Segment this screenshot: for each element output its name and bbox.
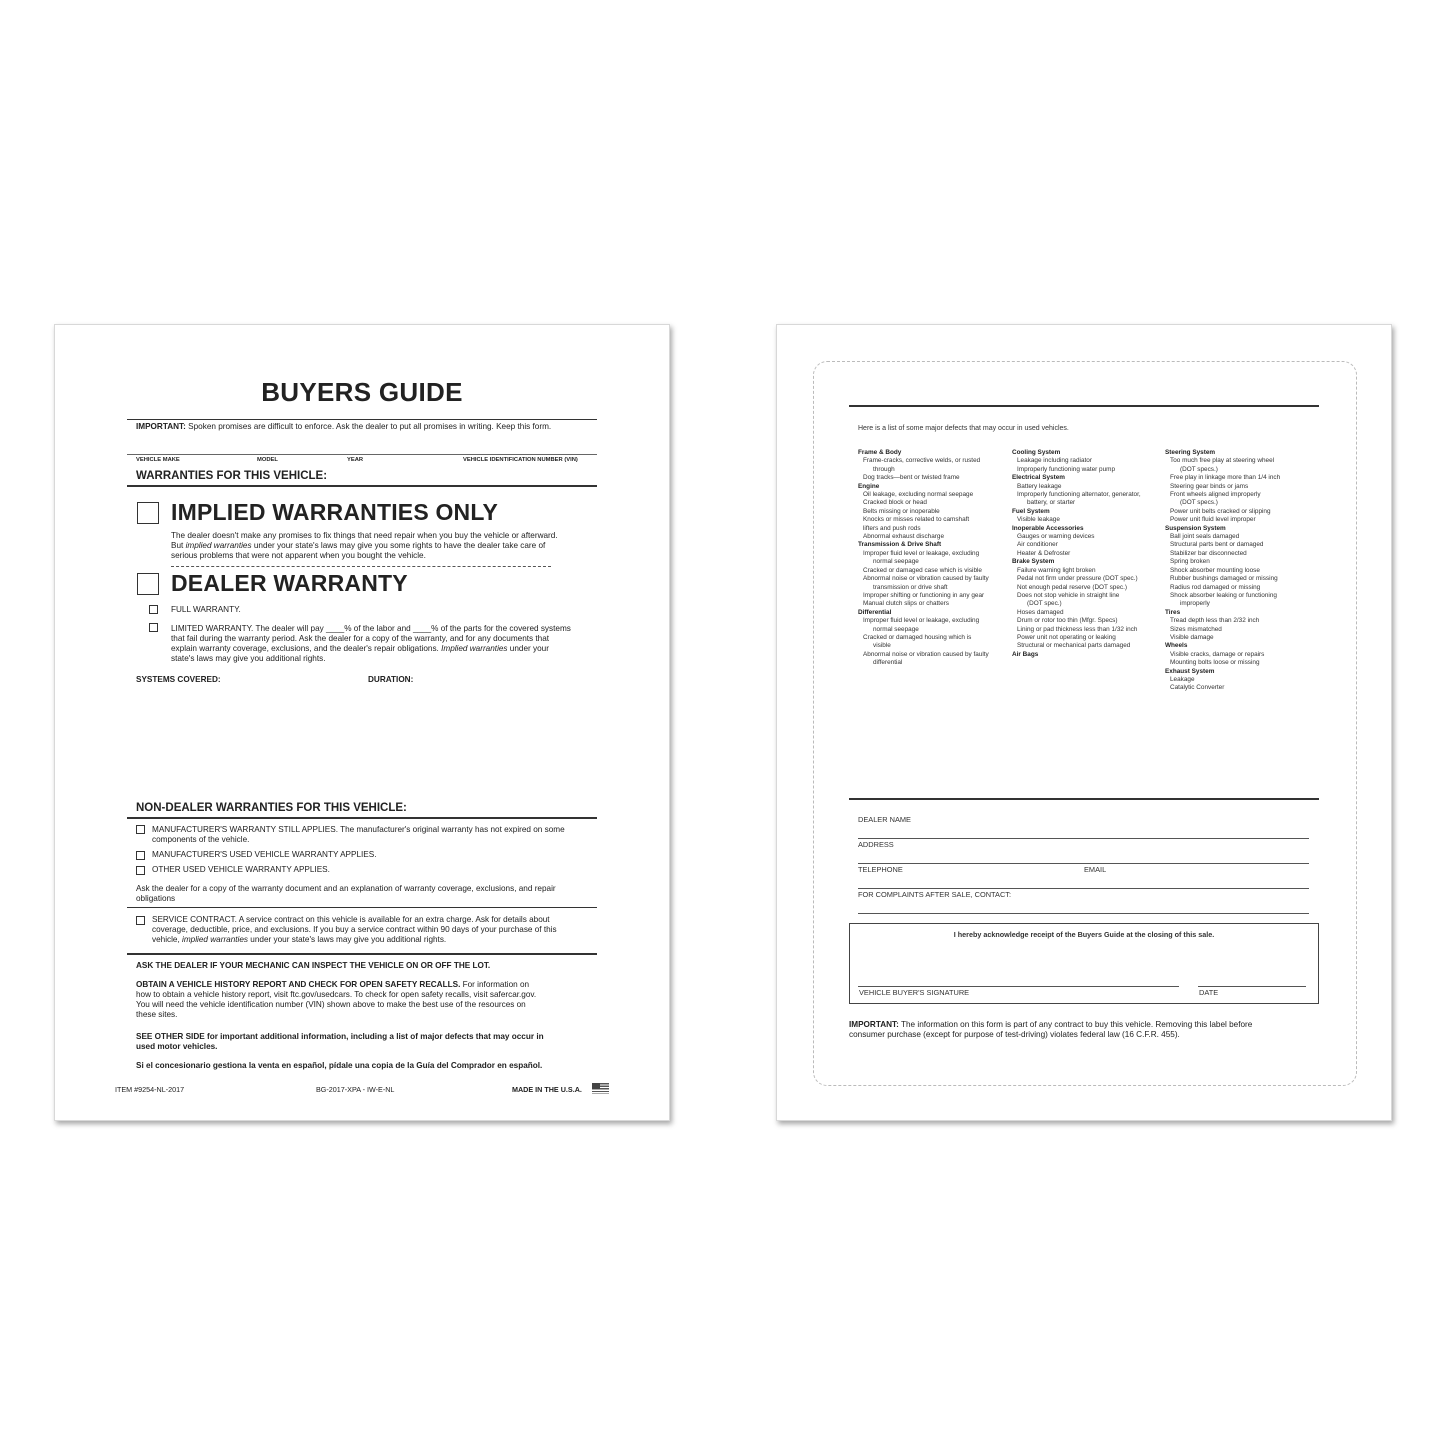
defect-item: Shock absorber mounting loose xyxy=(1170,566,1260,574)
vehicle-make-field[interactable]: VEHICLE MAKE xyxy=(136,457,180,463)
dashed-separator xyxy=(171,566,551,567)
defect-category: Tires xyxy=(1165,608,1181,616)
systems-covered-label: SYSTEMS COVERED: xyxy=(136,675,221,684)
defect-item: Improperly functioning water pump xyxy=(1017,465,1116,473)
defect-item: (DOT specs.) xyxy=(1180,499,1218,507)
defect-category: Electrical System xyxy=(1012,474,1065,482)
defect-item: Improperly functioning alternator, generator, xyxy=(1017,491,1141,499)
defect-item: Stabilizer bar disconnected xyxy=(1170,549,1247,557)
ask-mechanic: ASK THE DEALER IF YOUR MECHANIC CAN INSPECT THE VEHICLE ON OR OFF THE LOT. xyxy=(136,961,491,970)
defect-item: Heater & Defroster xyxy=(1017,549,1071,557)
service-contract-text xyxy=(152,915,602,945)
address-label: ADDRESS xyxy=(858,840,894,849)
defect-item: Improper shifting or functioning in any gear xyxy=(863,591,985,599)
item-number: ITEM #9254-NL-2017 xyxy=(115,1085,185,1094)
implied-warranties-checkbox[interactable] xyxy=(137,502,159,524)
defect-category: Wheels xyxy=(1165,642,1188,650)
telephone-label: TELEPHONE xyxy=(858,865,903,874)
defect-category: Inoperable Accessories xyxy=(1012,524,1084,532)
defects-column-2 xyxy=(1012,449,1162,659)
implied-text-part: But xyxy=(171,541,186,550)
form-code: BG-2017-XPA - IW-E-NL xyxy=(316,1085,395,1094)
defect-item: Not enough pedal reserve (DOT spec.) xyxy=(1017,583,1127,591)
buyers-guide-front xyxy=(54,324,670,1121)
defect-item: Knocks or misses related to camshaft xyxy=(863,516,970,524)
defect-item: Free play in linkage more than 1/4 inch xyxy=(1170,474,1281,482)
limited-text-italic: Implied warranties xyxy=(441,644,508,653)
divider xyxy=(127,953,597,955)
defect-item: Abnormal noise or vibration caused by faulty xyxy=(863,575,989,583)
defect-item: Pedal not firm under pressure (DOT spec.) xyxy=(1017,575,1138,583)
defect-item: Power unit fluid level improper xyxy=(1170,516,1256,524)
limited-warranty-text xyxy=(171,624,611,664)
defect-item: improperly xyxy=(1180,600,1210,608)
full-warranty-checkbox[interactable] xyxy=(149,605,158,614)
defect-item: Cracked block or head xyxy=(863,499,927,507)
defect-item: Mounting bolts loose or missing xyxy=(1170,659,1260,667)
limited-text-line: state's laws may give you additional rights. xyxy=(171,654,326,663)
made-in-label: MADE IN THE U.S.A. xyxy=(512,1085,582,1094)
ask-copy-line: obligations xyxy=(136,894,176,903)
duration-label: DURATION: xyxy=(368,675,414,684)
date-field[interactable] xyxy=(1198,986,1306,987)
defect-category: Fuel System xyxy=(1012,507,1050,515)
service-text-part: under your state's laws may give you additional rights. xyxy=(248,935,447,944)
defect-item: Ball joint seals damaged xyxy=(1170,533,1240,541)
defect-item: Shock absorber leaking or functioning xyxy=(1170,591,1277,599)
implied-text-line: The dealer doesn't make any promises to fix things that need repair when you buy the vehicle or afterward. xyxy=(171,531,558,540)
model-field[interactable]: MODEL xyxy=(257,457,278,463)
limited-text-part: under your xyxy=(507,644,549,653)
acknowledgement-text: I hereby acknowledge receipt of the Buyers Guide at the closing of this sale. xyxy=(953,930,1215,939)
mfr-warranty-text xyxy=(152,825,602,845)
important-text-part: The information on this form is part of any contract to buy this vehicle. Removing this label before xyxy=(898,1020,1253,1029)
defect-item: Lining or pad thickness less than 1/32 inch xyxy=(1017,625,1138,633)
telephone-email-field[interactable] xyxy=(858,888,1309,889)
defect-item: Hoses damaged xyxy=(1017,608,1064,616)
defect-item: differential xyxy=(873,659,903,667)
divider xyxy=(849,798,1319,800)
defect-item: Manual clutch slips or chatters xyxy=(863,600,949,608)
important-notice xyxy=(136,422,551,432)
defect-item: Visible damage xyxy=(1170,633,1214,641)
important-label: IMPORTANT: xyxy=(136,422,186,431)
defect-category: Frame & Body xyxy=(858,449,902,456)
defect-item: Rubber bushings damaged or missing xyxy=(1170,575,1278,583)
defect-item: Failure warning light broken xyxy=(1017,566,1096,574)
divider xyxy=(127,817,597,819)
divider xyxy=(127,907,597,908)
defect-item: transmission or drive shaft xyxy=(873,583,948,591)
signature-field[interactable] xyxy=(858,986,1179,987)
defect-item: Cracked or damaged case which is visible xyxy=(863,566,982,574)
defect-category: Brake System xyxy=(1012,558,1055,566)
service-text-part: vehicle, xyxy=(152,935,183,944)
defect-item: Belts missing or inoperable xyxy=(863,507,940,515)
defect-item: Spring broken xyxy=(1170,558,1210,566)
defect-item: visible xyxy=(873,642,891,650)
implied-warranties-heading: IMPLIED WARRANTIES ONLY xyxy=(171,499,499,525)
implied-text-line: serious problems that were not apparent when you bought the vehicle. xyxy=(171,551,426,560)
implied-warranties-text xyxy=(171,531,611,561)
warranties-heading: WARRANTIES FOR THIS VEHICLE: xyxy=(136,470,328,482)
vehicle-fields-line xyxy=(127,454,597,455)
defect-item: Structural or mechanical parts damaged xyxy=(1017,642,1131,650)
complaints-label: FOR COMPLAINTS AFTER SALE, CONTACT: xyxy=(858,890,1012,899)
defect-item: Drum or rotor too thin (Mfgr. Specs) xyxy=(1017,617,1118,625)
defect-item: Visible cracks, damage or repairs xyxy=(1170,650,1265,658)
year-field[interactable]: YEAR xyxy=(347,457,364,463)
limited-text-line: LIMITED WARRANTY. The dealer will pay ____% of the labor and ____% of the parts for the covered systems xyxy=(171,624,571,633)
defect-item: Too much free play at steering wheel xyxy=(1170,457,1275,465)
mfr-used-label: MANUFACTURER'S USED VEHICLE WARRANTY APPLIES. xyxy=(152,850,377,859)
important-text: Spoken promises are difficult to enforce. Ask the dealer to put all promises in writing. Keep this form. xyxy=(188,422,552,431)
history-report-text xyxy=(136,980,601,1020)
divider xyxy=(849,405,1319,407)
defect-item: Leakage xyxy=(1170,675,1195,683)
address-field[interactable] xyxy=(858,863,1309,864)
defect-item: Front wheels aligned improperly xyxy=(1170,491,1261,499)
defect-item: Steering gear binds or jams xyxy=(1170,482,1249,490)
defect-category: Transmission & Drive Shaft xyxy=(858,541,942,549)
page-title: BUYERS GUIDE xyxy=(261,377,463,407)
signature-label: VEHICLE BUYER'S SIGNATURE xyxy=(859,988,970,997)
defect-item: Air conditioner xyxy=(1017,541,1058,549)
defect-item: Power unit not operating or leaking xyxy=(1017,633,1116,641)
service-text-line: SERVICE CONTRACT. A service contract on this vehicle is available for an extra charge. Ask for details about xyxy=(152,915,550,924)
dealer-name-field[interactable] xyxy=(858,838,1309,839)
date-label: DATE xyxy=(1199,988,1219,997)
non-dealer-heading: NON-DEALER WARRANTIES FOR THIS VEHICLE: xyxy=(136,802,407,814)
defects-column-3 xyxy=(1165,449,1315,693)
buyers-guide-back xyxy=(776,324,1392,1121)
defect-item: Oil leakage, excluding normal seepage xyxy=(863,491,974,499)
other-used-checkbox[interactable] xyxy=(136,866,145,875)
mfr-text-line: MANUFACTURER'S WARRANTY STILL APPLIES. The manufacturer's original warranty has not expired on some xyxy=(152,825,565,834)
dealer-name-label: DEALER NAME xyxy=(858,815,911,824)
defect-item: Leakage including radiator xyxy=(1017,457,1092,465)
defect-item: Does not stop vehicle in straight line xyxy=(1017,591,1120,599)
defect-item: Frame-cracks, corrective welds, or rusted xyxy=(863,457,981,465)
implied-text-italic: implied warranties xyxy=(185,541,252,550)
defect-item: normal seepage xyxy=(873,558,919,566)
limited-warranty-checkbox[interactable] xyxy=(149,623,158,632)
see-other-line: SEE OTHER SIDE for important additional information, including a list of major defects that may occur in xyxy=(136,1032,544,1041)
defect-item: Sizes mismatched xyxy=(1170,625,1222,633)
service-contract-checkbox[interactable] xyxy=(136,916,145,925)
important-label: IMPORTANT: xyxy=(849,1020,899,1029)
service-text-italic: implied warranties xyxy=(182,935,249,944)
defect-category: Cooling System xyxy=(1012,449,1061,456)
defect-item: Catalytic Converter xyxy=(1170,684,1225,692)
defects-column-1 xyxy=(858,449,1008,668)
history-text-line: You will need the vehicle identification number (VIN) shown above to make the best use of the resources on xyxy=(136,1000,526,1009)
defect-item: (DOT specs.) xyxy=(1180,465,1218,473)
email-label: EMAIL xyxy=(1084,865,1107,874)
defect-item: Radius rod damaged or missing xyxy=(1170,583,1261,591)
other-used-label: OTHER USED VEHICLE WARRANTY APPLIES. xyxy=(152,865,330,874)
see-other-line: used motor vehicles. xyxy=(136,1042,218,1051)
defect-item: battery, or starter xyxy=(1027,499,1076,507)
history-text-line: how to obtain a vehicle history report, visit ftc.gov/usedcars. To check for open safety recalls, visit safercar.gov. xyxy=(136,990,537,999)
defect-category: Steering System xyxy=(1165,449,1216,456)
defect-category: Air Bags xyxy=(1012,650,1039,658)
defects-intro: Here is a list of some major defects that may occur in used vehicles. xyxy=(858,425,1069,432)
defect-category: Differential xyxy=(858,608,892,616)
limited-text-line: that fail during the warranty period. Ask the dealer for a copy of the warranty, and for any documents that xyxy=(171,634,550,643)
defect-item: Abnormal noise or vibration caused by faulty xyxy=(863,650,989,658)
back-important-notice xyxy=(849,1020,1319,1040)
service-text-line: coverage, deductible, price, and exclusions. If you buy a service contract within 90 days of your purchase of this xyxy=(152,925,557,934)
implied-text-part: under your state's laws may give you some rights to have the dealer take care of xyxy=(251,541,546,550)
complaints-field[interactable] xyxy=(858,913,1309,914)
defect-item: Abnormal exhaust discharge xyxy=(863,533,944,541)
defect-item: (DOT spec.) xyxy=(1027,600,1062,608)
defect-category: Engine xyxy=(858,482,880,490)
acknowledgement-box xyxy=(849,923,1319,1004)
mfr-text-line: components of the vehicle. xyxy=(152,835,250,844)
dealer-warranty-checkbox[interactable] xyxy=(137,573,159,595)
defect-item: Power unit belts cracked or slipping xyxy=(1170,507,1271,515)
defect-item: Visible leakage xyxy=(1017,516,1060,524)
ask-copy-line: Ask the dealer for a copy of the warranty document and an explanation of warranty coverage, exclusions, and repair xyxy=(136,884,556,893)
defect-item: Structural parts bent or damaged xyxy=(1170,541,1264,549)
defect-item: through xyxy=(873,465,895,473)
mfr-used-checkbox[interactable] xyxy=(136,851,145,860)
divider xyxy=(127,485,597,487)
defect-item: Tread depth less than 2/32 inch xyxy=(1170,617,1260,625)
full-warranty-label: FULL WARRANTY. xyxy=(171,605,241,614)
defect-category: Suspension System xyxy=(1165,524,1226,532)
defect-category: Exhaust System xyxy=(1165,667,1215,675)
important-text-line: consumer purchase (except for purpose of test-driving) violates federal law (16 C.F.R. 455). xyxy=(849,1030,1180,1039)
history-text-line: these sites. xyxy=(136,1010,178,1019)
dealer-warranty-heading: DEALER WARRANTY xyxy=(171,570,408,596)
us-flag-icon xyxy=(592,1083,609,1094)
defect-item: Battery leakage xyxy=(1017,482,1062,490)
defect-item: lifters and push rods xyxy=(863,524,921,532)
spanish-notice: Si el concesionario gestiona la venta en español, pídale una copia de la Guía del Comprador en español. xyxy=(136,1061,543,1070)
divider xyxy=(127,419,597,420)
ask-copy-text xyxy=(136,884,596,904)
defect-item: Gauges or warning devices xyxy=(1017,533,1095,541)
defect-item: Cracked or damaged housing which is xyxy=(863,633,972,641)
see-other-side xyxy=(136,1032,601,1052)
defect-item: Improper fluid level or leakage, excluding xyxy=(863,617,980,625)
defect-item: Dog tracks—bent or twisted frame xyxy=(863,474,960,482)
defect-item: Improper fluid level or leakage, excluding xyxy=(863,549,980,557)
mfr-warranty-checkbox[interactable] xyxy=(136,825,145,834)
history-bold: OBTAIN A VEHICLE HISTORY REPORT AND CHECK FOR OPEN SAFETY RECALLS. xyxy=(136,980,461,989)
history-text-part: For information on xyxy=(460,980,530,989)
defect-item: normal seepage xyxy=(873,625,919,633)
limited-text-part: explain warranty coverage, exclusions, and the dealer's repair obligations. xyxy=(171,644,442,653)
vin-field[interactable]: VEHICLE IDENTIFICATION NUMBER (VIN) xyxy=(463,457,578,463)
